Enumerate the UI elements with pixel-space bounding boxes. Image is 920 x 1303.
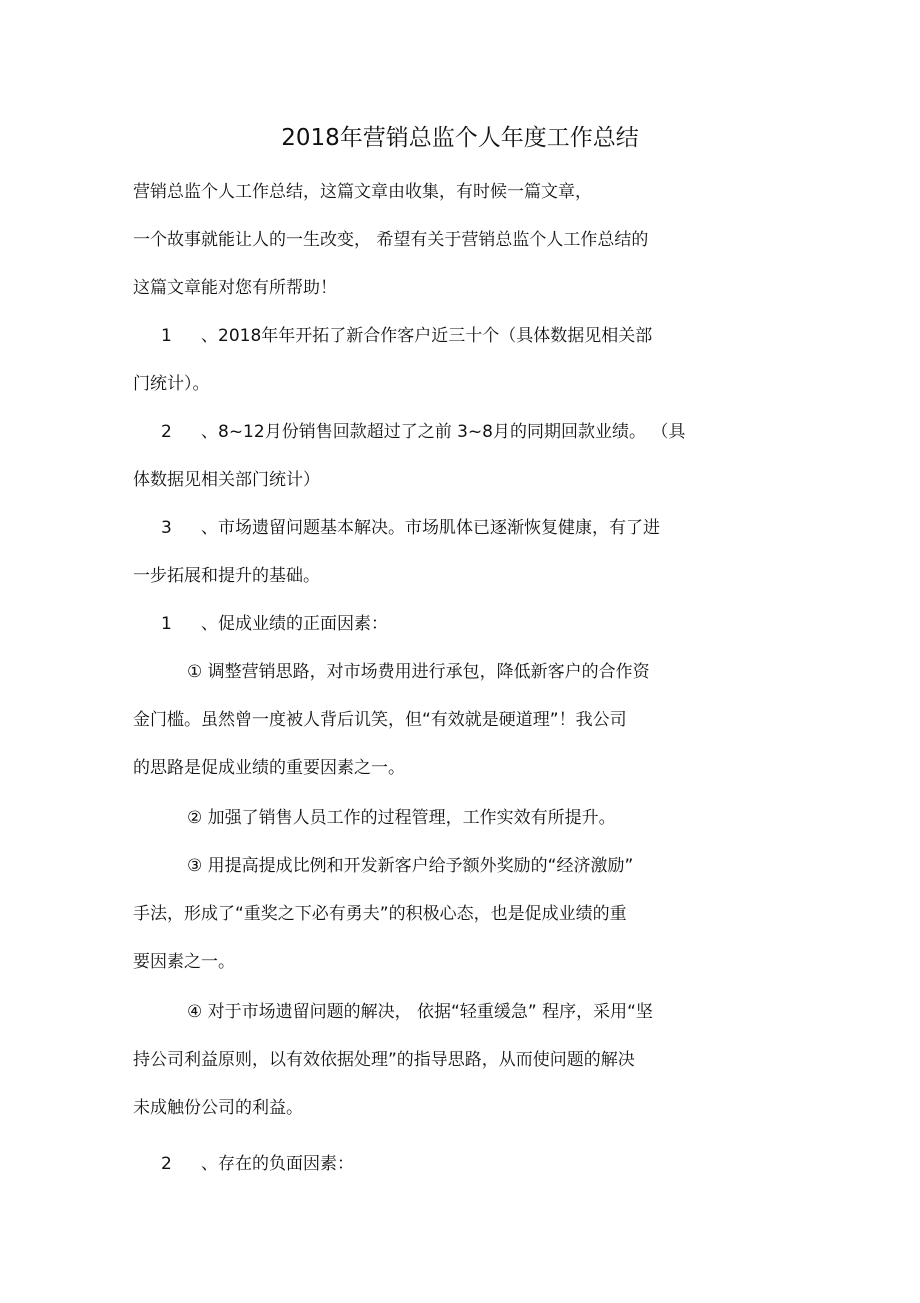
document-title: 2018年营销总监个人年度工作总结 [281, 125, 639, 151]
item-line: 体数据见相关部门统计） [133, 470, 320, 490]
point-line: 的思路是促成业绩的重要因素之一。 [133, 758, 405, 778]
intro-line: 一个故事就能让人的一生改变， 希望有关于营销总监个人工作总结的 [133, 230, 649, 250]
point-line: ① 调整营销思路，对市场费用进行承包，降低新客户的合作资 [187, 662, 650, 682]
point-line: 手法，形成了“重奖之下必有勇夫”的积极心态，也是促成业绩的重 [133, 904, 627, 924]
intro-line: 营销总监个人工作总结，这篇文章由收集，有时候一篇文章， [133, 182, 592, 202]
item-line: 一步拓展和提升的基础。 [133, 566, 320, 586]
point-line: ③ 用提高提成比例和开发新客户给予额外奖励的“经济激励” [187, 856, 634, 876]
point-line: ④ 对于市场遗留问题的解决， 依据“轻重缓急” 程序，采用“坚 [187, 1002, 653, 1022]
intro-line: 这篇文章能对您有所帮助！ [133, 278, 337, 298]
section-heading: 、存在的负面因素： [201, 1154, 354, 1174]
item-number: 3 [161, 518, 172, 538]
item-line: 、市场遗留问题基本解决。市场肌体已逐渐恢复健康，有了进 [201, 518, 660, 538]
point-line: 金门槛。虽然曾一度被人背后讥笑，但“有效就是硬道理”！我公司 [133, 710, 627, 730]
section-number: 1 [161, 614, 172, 634]
item-number: 1 [161, 326, 172, 346]
point-line: 未成触份公司的利益。 [133, 1098, 303, 1118]
section-heading: 、促成业绩的正面因素： [201, 614, 388, 634]
item-line: 门统计）。 [133, 374, 210, 394]
item-number: 2 [161, 422, 172, 442]
item-line: 、2018年年开拓了新合作客户近三十个（具体数据见相关部 [201, 326, 653, 346]
item-line: 、8~12月份销售回款超过了之前 3~8月的同期回款业绩。 （具 [201, 422, 686, 442]
point-line: ② 加强了销售人员工作的过程管理，工作实效有所提升。 [187, 808, 616, 828]
point-line: 要因素之一。 [133, 952, 235, 972]
point-line: 持公司利益原则，以有效依据处理”的指导思路，从而使问题的解决 [133, 1050, 635, 1070]
section-number: 2 [161, 1154, 172, 1174]
